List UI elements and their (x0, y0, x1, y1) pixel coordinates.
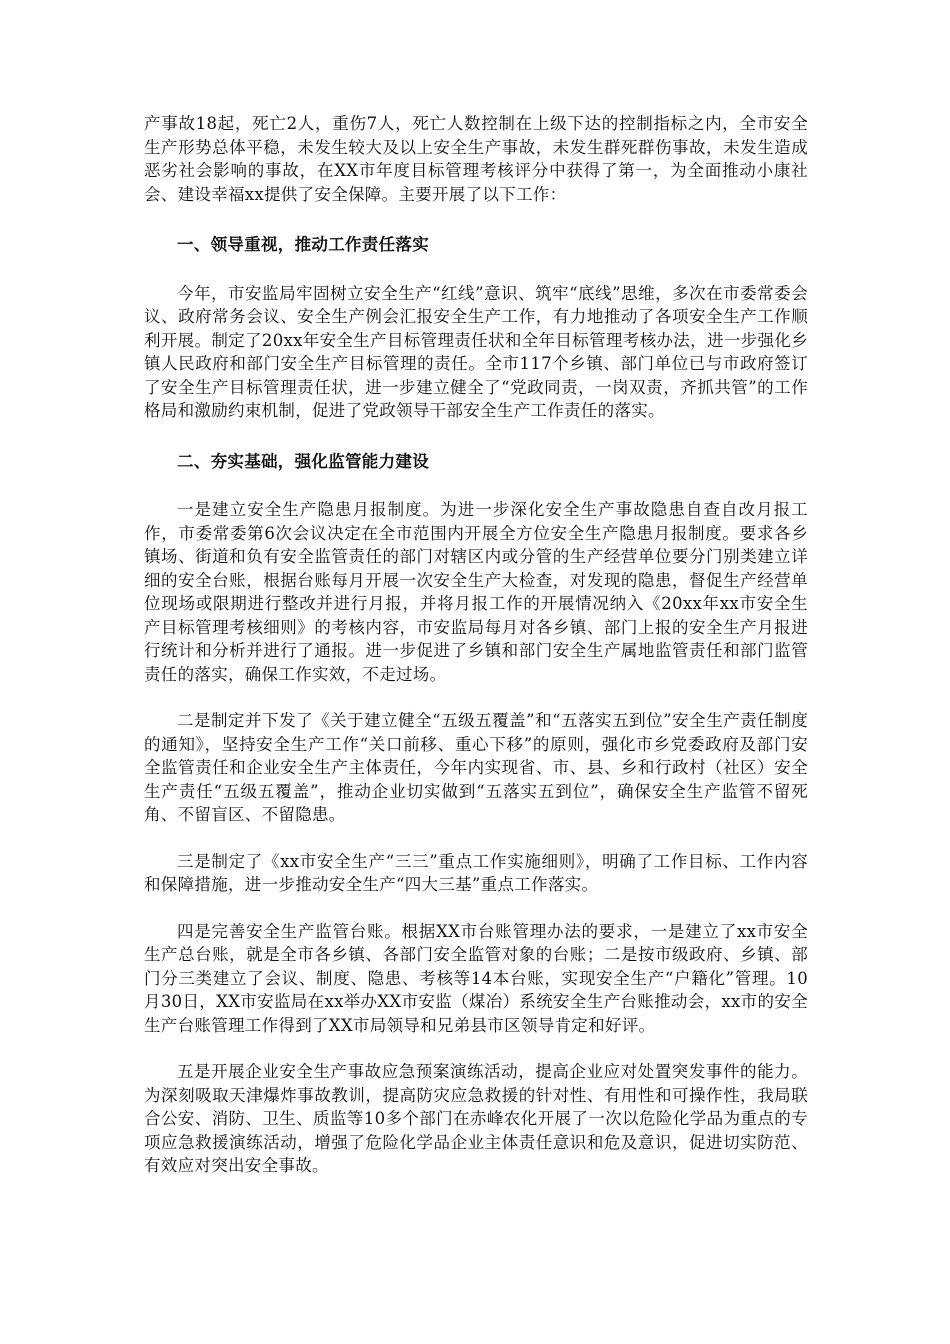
section-heading-1: 一、领导重视，推动工作责任落实 (177, 235, 429, 254)
spacer (144, 686, 808, 709)
section2-paragraph-3: 三是制定了《xx市安全生产“三三”重点工作实施细则》，明确了工作目标、工作内容和保障措施，进一步推动安全生产“四大三基”重点工作落实。 (144, 851, 808, 894)
intro-paragraph: 产事故18起，死亡2人，重伤7人，死亡人数控制在上级下达的控制指标之内，全市安全生产形势总体平稳，未发生较大及以上安全生产事故，未发生群死群伤事故，未发生造成恶劣社会影响的事故，在XX市年度目标管理考核评分中获得了第一，为全面推动小康社会、建设幸福xx提供了安全保障。主要开展了以下工作： (144, 114, 808, 204)
section2-paragraph-4: 四是完善安全生产监管台账。根据XX市台账管理办法的要求，一是建立了xx市安全生产总台账，就是全市各乡镇、各部门安全监管对象的台账；二是按市级政府、乡镇、部门分三类建立了会议、制度、隐患、考核等14本台账，实现安全生产“户籍化”管理。10月30日，XX市安监局在xx举办XX市安监（煤冶）系统安全生产台账推动会，xx市的安全生产台账管理工作得到了XX市局领导和兄弟县市区领导肯定和好评。 (144, 921, 808, 1035)
spacer (144, 473, 808, 498)
document-body (144, 112, 808, 1178)
section-heading-2: 二、夯实基础，强化监管能力建设 (177, 451, 429, 471)
section2-paragraph-1: 一是建立安全生产隐患月报制度。为进一步深化安全生产事故隐患自查自改月报工作，市委常委第6次会议决定在全市范围内开展全方位安全生产隐患月报制度。要求各乡镇场、街道和负有安全监管责任的部门对辖区内或分管的生产经营单位要分门别类建立详细的安全台账，根据台账每月开展一次安全生产大检查，对发现的隐患，督促生产经营单位现场或限期进行整改并进行月报，并将月报工作的开展情况纳入《20xx年xx市安全生产目标管理考核细则》的考核内容，市安监局每月对各乡镇、部门上报的安全生产月报进行统计和分析并进行了通报。进一步促进了乡镇和部门安全生产属地监管责任和部门监管责任的落实，确保工作实效，不走过场。 (144, 500, 808, 684)
spacer (144, 827, 808, 850)
section1-paragraph-1: 今年，市安监局牢固树立安全生产“红线”意识、筑牢“底线”思维，多次在市委常委会议、政府常务会议、安全生产例会汇报安全生产工作，有力地推动了各项安全生产工作顺利开展。制定了20xx年安全生产目标管理责任状和全年目标管理考核办法，进一步强化乡镇人民政府和部门安全生产目标管理的责任。全市117个乡镇、部门单位已与市政府签订了安全生产目标管理责任状，进一步建立健全了“党政同责，一岗双责，齐抓共管”的工作格局和激励约束机制，促进了党政领导干部安全生产工作责任的落实。 (144, 283, 808, 420)
spacer (144, 423, 808, 450)
section2-paragraph-2: 二是制定并下发了《关于建立健全“五级五覆盖”和“五落实五到位”安全生产责任制度的通知》，坚持安全生产工作“关口前移、重心下移”的原则，强化市乡党委政府及部门安全监管责任和企业安全生产主体责任，今年内实现省、市、县、乡和行政村（社区）安全生产责任“五级五覆盖”，推动企业切实做到“五落实五到位”，确保安全生产监管不留死角、不留盲区、不留隐患。 (144, 711, 808, 824)
spacer (144, 897, 808, 920)
spacer (144, 206, 808, 233)
spacer (144, 1037, 808, 1060)
section2-paragraph-5: 五是开展企业安全生产事故应急预案演练活动，提高企业应对处置突发事件的能力。为深刻吸取天津爆炸事故教训，提高防灾应急救援的针对性、有用性和可操作性，我局联合公安、消防、卫生、质监等10多个部门在赤峰农化开展了一次以危险化学品为重点的专项应急救援演练活动，增强了危险化学品企业主体责任意识和危及意识，促进切实防范、有效应对突出安全事故。 (144, 1062, 808, 1175)
spacer (144, 257, 808, 282)
